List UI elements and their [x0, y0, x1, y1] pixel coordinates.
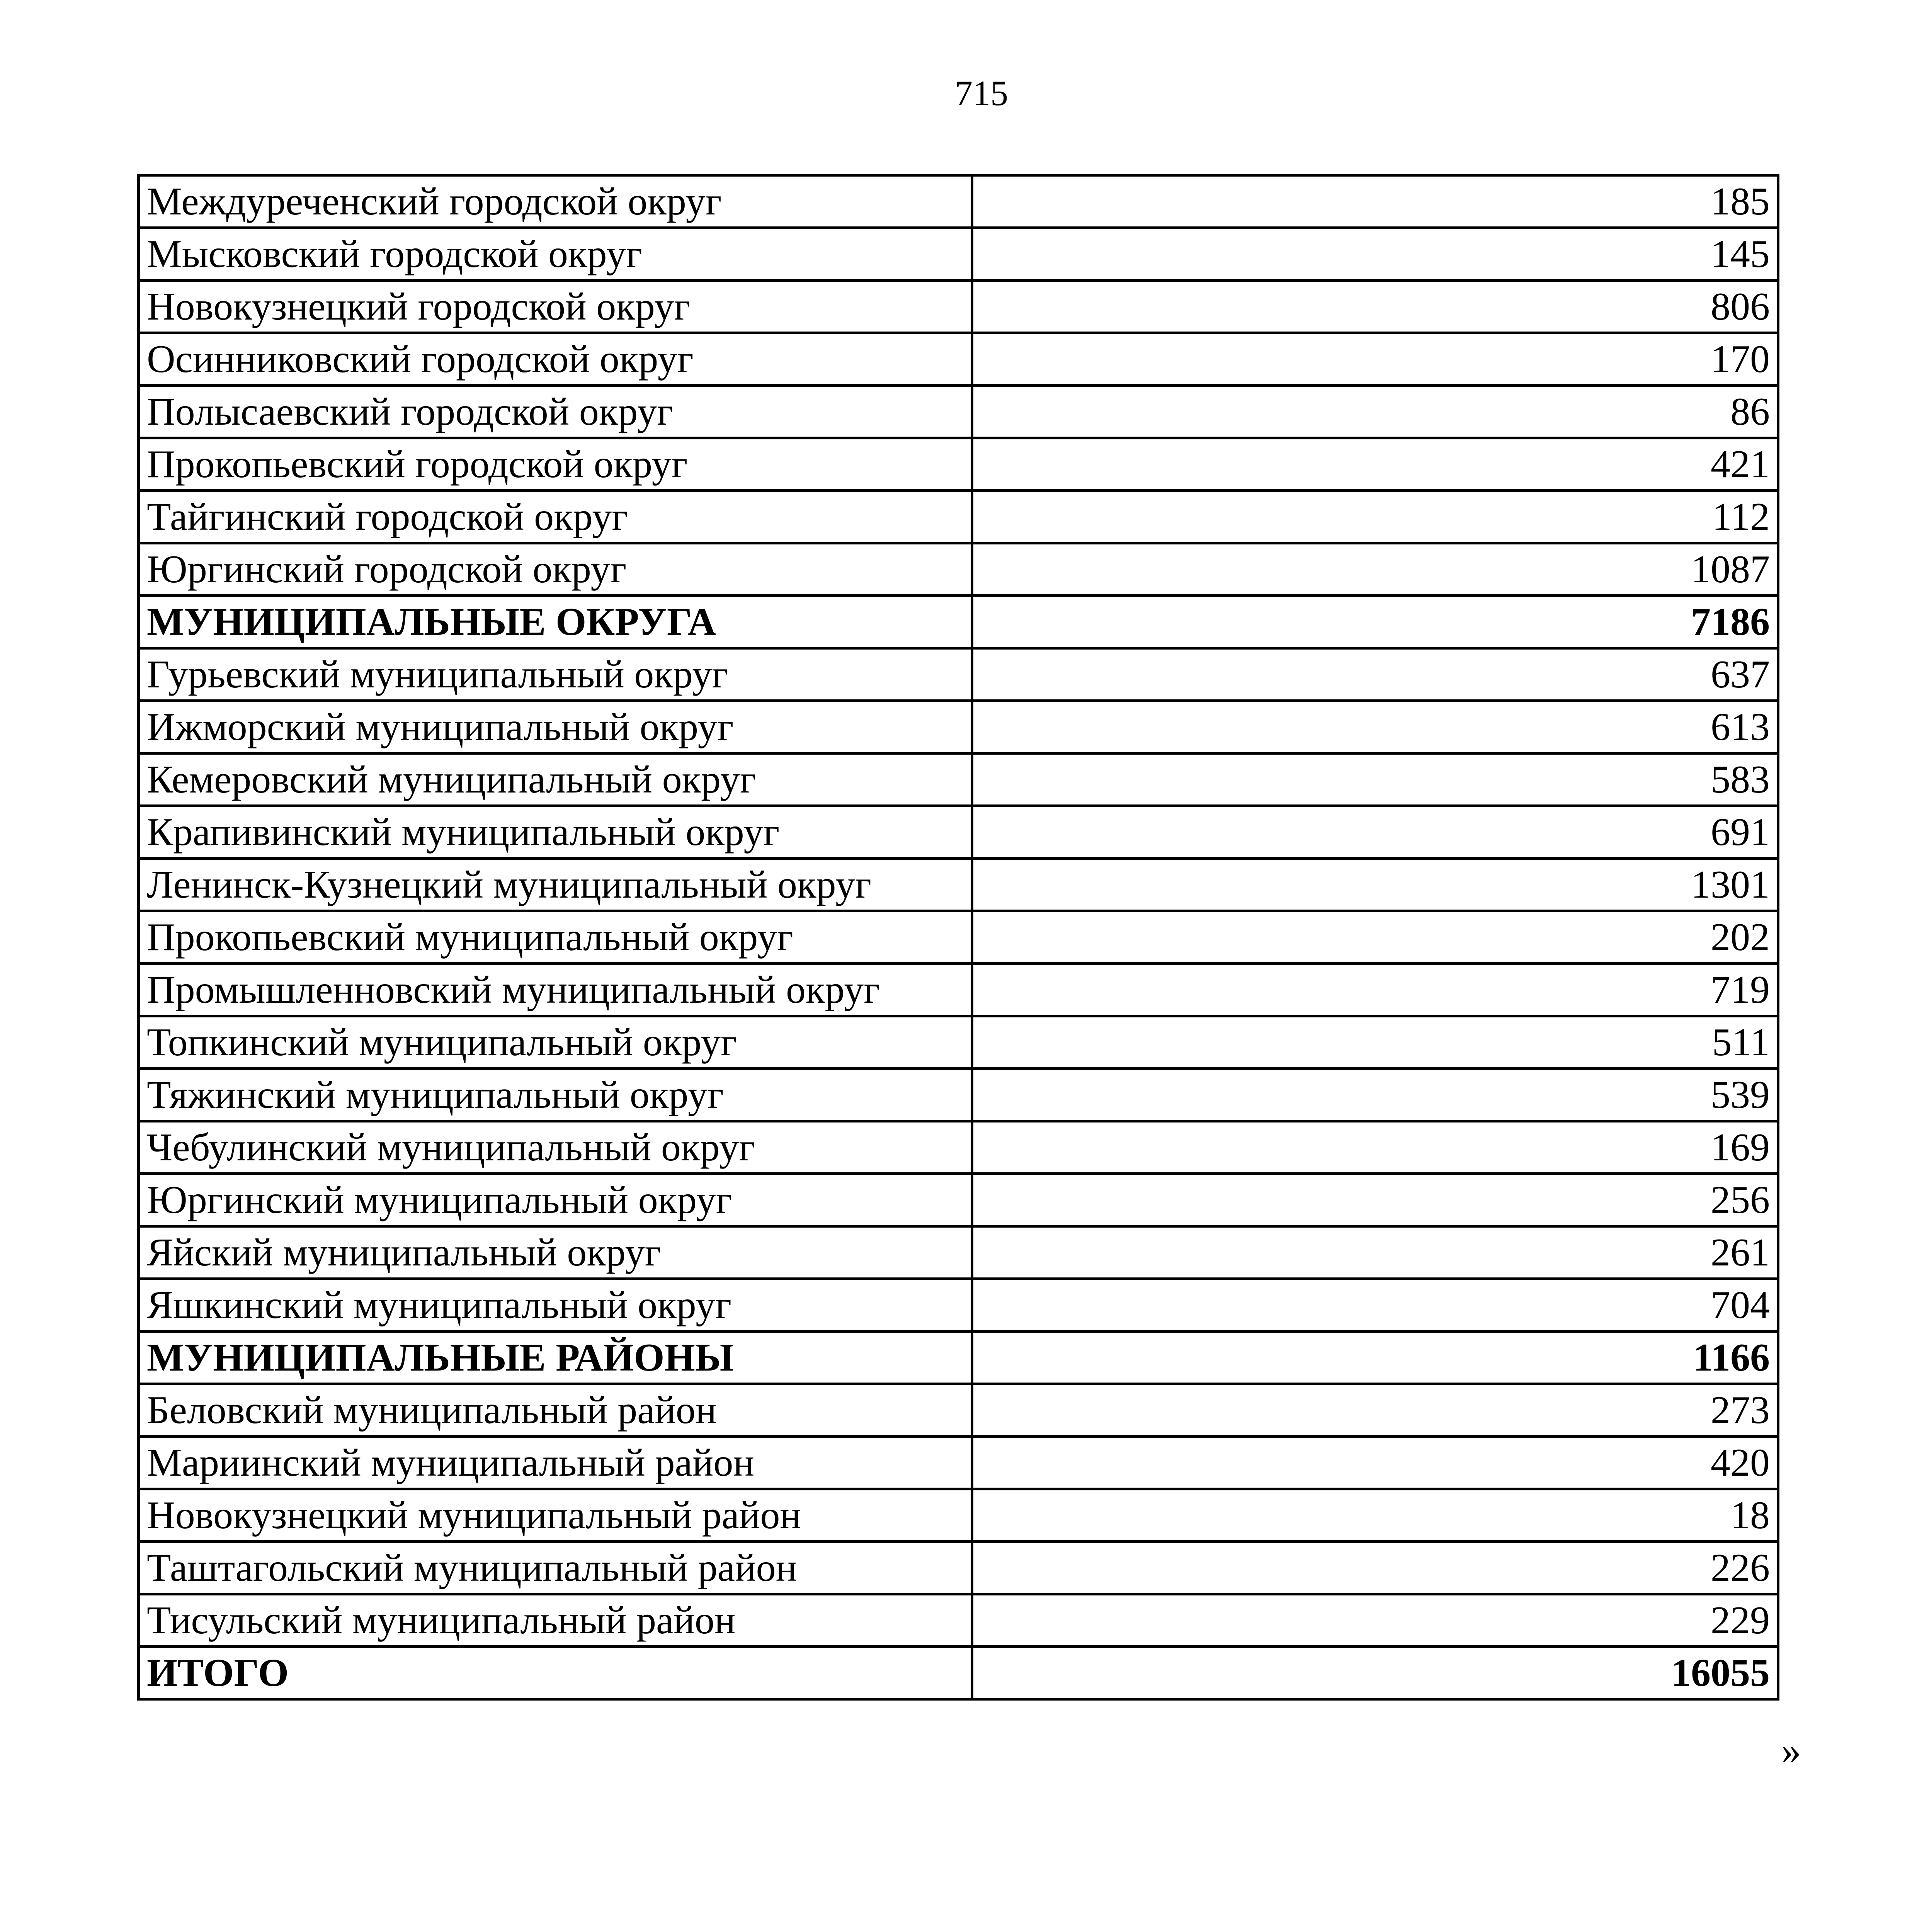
row-name: Таштагольский муниципальный район [139, 1542, 972, 1594]
table-row [139, 491, 1778, 543]
table-row [139, 175, 1778, 228]
row-name: Мысковский городской округ [139, 228, 972, 281]
row-value: 185 [972, 175, 1778, 228]
table-row [139, 964, 1778, 1016]
row-value: 1166 [972, 1332, 1778, 1384]
table-row-total [139, 1332, 1778, 1384]
row-value: 420 [972, 1437, 1778, 1489]
row-value: 169 [972, 1121, 1778, 1174]
row-value: 421 [972, 438, 1778, 491]
row-name: МУНИЦИПАЛЬНЫЕ РАЙОНЫ [139, 1332, 972, 1384]
row-value: 511 [972, 1016, 1778, 1069]
row-name: Топкинский муниципальный округ [139, 1016, 972, 1069]
row-name: Полысаевский городской округ [139, 386, 972, 438]
table-row [139, 911, 1778, 964]
row-value: 112 [972, 491, 1778, 543]
row-name: Прокопьевский муниципальный округ [139, 911, 972, 964]
row-value: 256 [972, 1174, 1778, 1226]
row-value: 16055 [972, 1647, 1778, 1699]
row-name: Крапивинский муниципальный округ [139, 806, 972, 859]
row-value: 539 [972, 1069, 1778, 1121]
table-row [139, 1279, 1778, 1332]
row-value: 1087 [972, 543, 1778, 596]
table-row [139, 281, 1778, 333]
table-row [139, 1542, 1778, 1594]
row-value: 704 [972, 1279, 1778, 1332]
row-value: 273 [972, 1384, 1778, 1437]
page-number: 715 [955, 73, 1008, 113]
row-value: 691 [972, 806, 1778, 859]
table-row [139, 1069, 1778, 1121]
row-name: Чебулинский муниципальный округ [139, 1121, 972, 1174]
row-name: Мариинский муниципальный район [139, 1437, 972, 1489]
row-value: 145 [972, 228, 1778, 281]
row-value: 226 [972, 1542, 1778, 1594]
table-row [139, 543, 1778, 596]
row-value: 637 [972, 648, 1778, 701]
row-value: 806 [972, 281, 1778, 333]
table-row [139, 648, 1778, 701]
row-value: 719 [972, 964, 1778, 1016]
table-row [139, 1016, 1778, 1069]
table-row [139, 1174, 1778, 1226]
row-name: Осинниковский городской округ [139, 333, 972, 386]
row-value: 86 [972, 386, 1778, 438]
table-row [139, 859, 1778, 911]
row-name: Новокузнецкий муниципальный район [139, 1489, 972, 1542]
row-name: Тисульский муниципальный район [139, 1594, 972, 1647]
row-name: МУНИЦИПАЛЬНЫЕ ОКРУГА [139, 596, 972, 648]
row-name: Юргинский муниципальный округ [139, 1174, 972, 1226]
closing-quote: » [1781, 1729, 1801, 1772]
row-value: 1301 [972, 859, 1778, 911]
table-row [139, 1489, 1778, 1542]
row-name: Беловский муниципальный район [139, 1384, 972, 1437]
row-value: 170 [972, 333, 1778, 386]
table-body [139, 175, 1778, 1699]
row-value: 18 [972, 1489, 1778, 1542]
row-name: Ленинск-Кузнецкий муниципальный округ [139, 859, 972, 911]
row-name: Яйский муниципальный округ [139, 1226, 972, 1279]
row-name: Тяжинский муниципальный округ [139, 1069, 972, 1121]
row-name: Новокузнецкий городской округ [139, 281, 972, 333]
row-value: 7186 [972, 596, 1778, 648]
table-row [139, 1437, 1778, 1489]
row-name: Междуреченский городской округ [139, 175, 972, 228]
row-value: 261 [972, 1226, 1778, 1279]
row-name: Кемеровский муниципальный округ [139, 753, 972, 806]
table-row-total [139, 596, 1778, 648]
table-row [139, 386, 1778, 438]
row-value: 229 [972, 1594, 1778, 1647]
table-row [139, 1121, 1778, 1174]
row-name: Ижморский муниципальный округ [139, 701, 972, 753]
table-row [139, 228, 1778, 281]
table-row [139, 333, 1778, 386]
table-row-total [139, 1647, 1778, 1699]
row-value: 583 [972, 753, 1778, 806]
row-name: Юргинский городской округ [139, 543, 972, 596]
table-row [139, 806, 1778, 859]
table-row [139, 701, 1778, 753]
row-name: ИТОГО [139, 1647, 972, 1699]
table-row [139, 1384, 1778, 1437]
row-value: 202 [972, 911, 1778, 964]
row-name: Промышленновский муниципальный округ [139, 964, 972, 1016]
row-name: Гурьевский муниципальный округ [139, 648, 972, 701]
table-row [139, 753, 1778, 806]
row-value: 613 [972, 701, 1778, 753]
table-row [139, 1594, 1778, 1647]
data-table [137, 174, 1779, 1701]
row-name: Тайгинский городской округ [139, 491, 972, 543]
row-name: Яшкинский муниципальный округ [139, 1279, 972, 1332]
table-row [139, 438, 1778, 491]
table-row [139, 1226, 1778, 1279]
row-name: Прокопьевский городской округ [139, 438, 972, 491]
